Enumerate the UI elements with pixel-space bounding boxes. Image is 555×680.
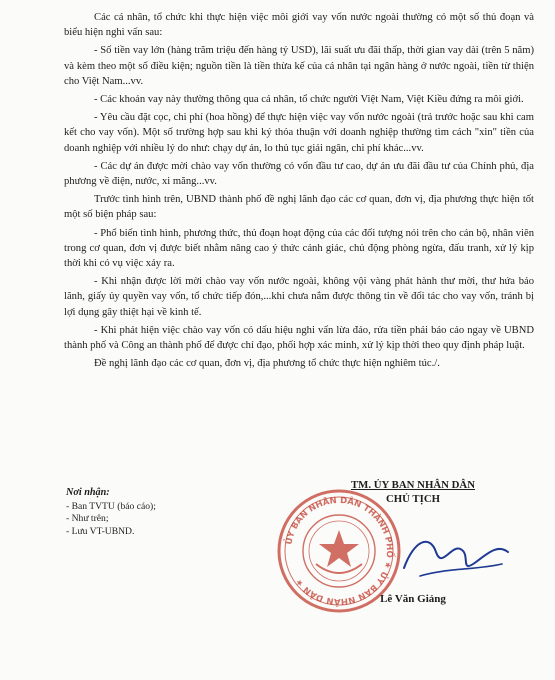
signer-name: Lê Văn Giảng [380,593,446,605]
paragraph-measure-invitations: - Khi nhận được lời mời chào vay vốn nước ngoài, không vội vàng phát hành thư mời, thư hứa bảo lãnh, giấy ủy quyền vay vốn, tổ chức tiếp đón,...khi chưa nắm được thông tin về đối tác cho vay vốn, tránh bị lợi dụng gây thiệt hại về kinh tế. [64,276,534,318]
signature-org: TM. ỦY BAN NHÂN DÂN [350,479,476,491]
svg-text:ỦY BAN NHÂN DÂN THÀNH PHỐ ★ ỦY: ỦY BAN NHÂN DÂN THÀNH PHỐ ★ ỦY BAN NHÂN DÂN ★ [284,495,395,607]
recipients-block [66,487,156,538]
recipient-item: - Lưu VT-UBND. [66,525,135,537]
paragraph-intro: Các cá nhân, tổ chức khi thực hiện việc môi giới vay vốn nước ngoài thường có một số thủ đoạn và biểu hiện nghi vấn sau: [64,12,534,39]
paragraph-bullet-intermediary: - Các khoản vay này thường thông qua cá nhân, tổ chức người Việt Nam, Việt Kiều đứng ra môi giới. [94,94,524,106]
handwritten-signature-icon [390,522,520,592]
paragraph-closing: Đề nghị lãnh đạo các cơ quan, đơn vị, địa phương tổ chức thực hiện nghiêm túc./. [94,358,440,370]
signature-title: CHỦ TỊCH [385,493,441,505]
paragraph-measures-intro: Trước tình hình trên, UBND thành phố đề nghị lãnh đạo các cơ quan, đơn vị, địa phương thực hiện tốt một số biện pháp sau: [64,194,534,221]
recipient-item: - Ban TVTU (báo cáo); [66,500,156,512]
paragraph-bullet-projects: - Các dự án được mời chào vay vốn thường có vốn đầu tư cao, dự án ưu đãi đầu tư của Chính phủ, địa phương về điện, nước, xi măng...vv. [64,160,534,188]
recipient-item: - Như trên; [66,513,109,524]
paragraph-bullet-loan-amount: - Số tiền vay lớn (hàng trăm triệu đến hàng tỷ USD), lãi suất ưu đãi thấp, thời gian vay dài (trên 5 năm) và kèm theo một số điều kiện; nguồn tiền là tiền thừa kế của cá nhân tại ngân hàng ở nước ngoài, tiền từ thiện cho Việt Nam...vv. [64,45,534,87]
recipients-title: Nơi nhận: [66,487,110,498]
paragraph-bullet-deposit: - Yêu cầu đặt cọc, chi phí (hoa hồng) để thực hiện việc vay vốn nước ngoài (trả trước hoặc sau khi cam kết cho vay vốn). Một số trường hợp sau khi ký thỏa thuận với doanh nghiệp thường tìm cách "xin" tiền của doanh nghiệp với nhiều lý do như: chạy dự án, lo thủ tục giải ngân, chi phí khác...vv. [64,112,534,154]
signature-block [270,478,540,618]
paragraph-measure-disseminate: - Phổ biến tình hình, phương thức, thủ đoạn hoạt động của các đối tượng nói trên cho cán bộ, nhân viên trong cơ quan, đơn vị được biết nhằm nâng cao ý thức cảnh giác, chủ động phòng ngừa, đấu tranh, xử lý kịp thời khi có vụ việc xảy ra. [64,227,534,270]
document-body [64,10,534,374]
paragraph-measure-report: - Khi phát hiện việc chào vay vốn có dấu hiệu nghi vấn lừa đảo, rửa tiền phải báo cáo ngay về UBND thành phố và Công an thành phố để được chỉ đạo, phối hợp xác minh, xử lý kịp thời theo quy định pháp luật. [64,324,534,352]
